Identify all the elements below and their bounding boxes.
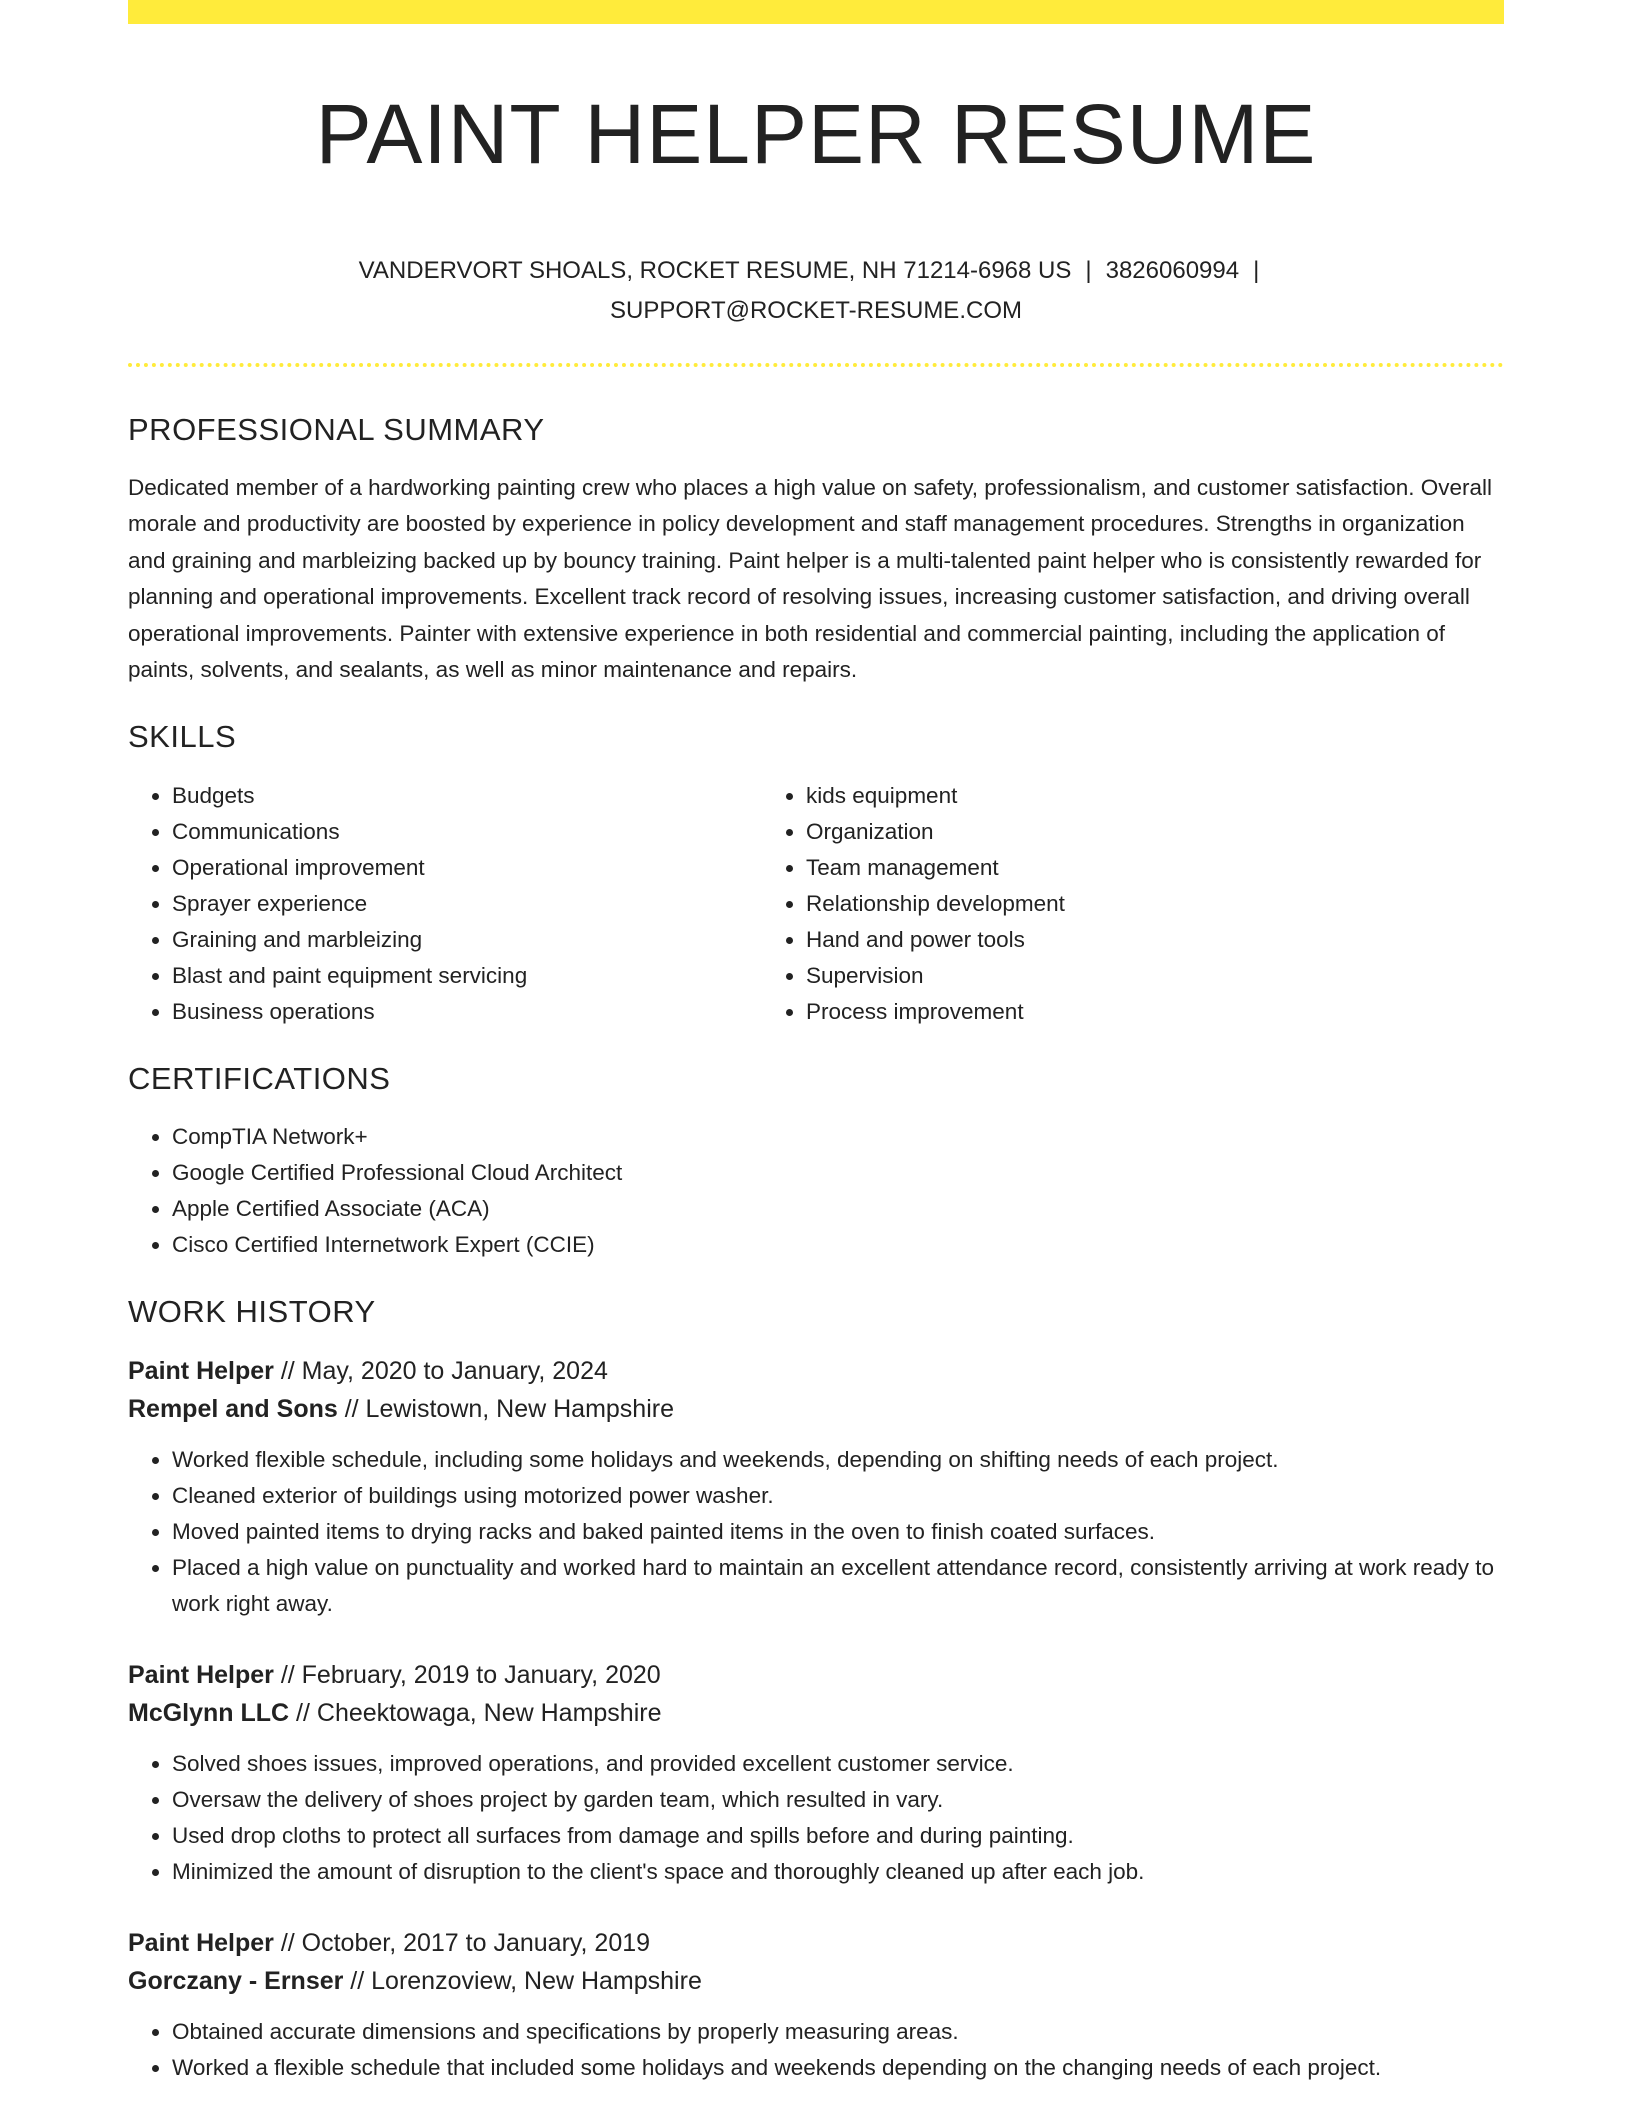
contact-phone: 3826060994 [1105, 256, 1240, 284]
skill-item: • Budgets [172, 778, 762, 814]
certification-item: • Google Certified Professional Cloud Architect [172, 1155, 1504, 1191]
job-entry [128, 1656, 1504, 1890]
job-bullet: • Placed a high value on punctuality and worked hard to maintain an excellent attendance record, consistently arriving at work ready to work right away. [172, 1550, 1504, 1622]
skill-item: • Graining and marbleizing [172, 922, 762, 958]
job-role: Paint Helper [128, 1356, 274, 1385]
job-location: // Lorenzoview, New Hampshire [343, 1966, 702, 1995]
job-bullet: • Moved painted items to drying racks and baked painted items in the oven to finish coated surfaces. [172, 1514, 1504, 1550]
job-company: McGlynn LLC [128, 1698, 290, 1727]
job-role: Paint Helper [128, 1660, 274, 1689]
job-bullet: • Obtained accurate dimensions and specifications by properly measuring areas. [172, 2014, 1504, 2050]
job-role-line [128, 1352, 1504, 1390]
skill-item: • Blast and paint equipment servicing [172, 958, 762, 994]
contact-separator: | [1085, 256, 1092, 284]
job-bullet: • Cleaned exterior of buildings using motorized power washer. [172, 1478, 1504, 1514]
contact-info [316, 251, 1316, 331]
skills-list-right [762, 778, 1396, 1030]
skill-item: • Organization [806, 814, 1396, 850]
certifications-heading: CERTIFICATIONS [128, 1060, 391, 1096]
skill-item: • Process improvement [806, 994, 1396, 1030]
certification-item: • CompTIA Network+ [172, 1119, 1504, 1155]
resume-page [128, 0, 1504, 2086]
job-bullets [128, 1442, 1504, 1622]
skills-columns [128, 778, 1504, 1030]
job-company-line [128, 1694, 1504, 1732]
skill-item: • Sprayer experience [172, 886, 762, 922]
contact-email[interactable]: SUPPORT@ROCKET-RESUME.COM [610, 296, 1022, 324]
skill-item: • Supervision [806, 958, 1396, 994]
job-company-line [128, 1390, 1504, 1428]
job-entry [128, 1924, 1504, 2086]
job-bullet: • Minimized the amount of disruption to the client's space and thoroughly cleaned up after each job. [172, 1854, 1504, 1890]
skill-item: • Business operations [172, 994, 762, 1030]
job-dates: // May, 2020 to January, 2024 [273, 1356, 608, 1385]
skill-item: • kids equipment [806, 778, 1396, 814]
skill-item: • Hand and power tools [806, 922, 1396, 958]
skills-list-left [128, 778, 762, 1030]
job-location: // Lewistown, New Hampshire [337, 1394, 674, 1423]
skill-item: • Team management [806, 850, 1396, 886]
summary-heading: PROFESSIONAL SUMMARY [128, 411, 545, 447]
job-location: // Cheektowaga, New Hampshire [289, 1698, 662, 1727]
job-company-line [128, 1962, 1504, 2000]
job-entry [128, 1352, 1504, 1622]
resume-title: PAINT HELPER RESUME [315, 87, 1317, 181]
summary-text: Dedicated member of a hardworking painting crew who places a high value on safety, professionalism, and customer satisfaction. Overall morale and productivity are boosted by experience in policy development and staff management procedures. Strengths in organization and graining and marbleizing backed up by bouncy training. Paint helper is a multi-talented paint helper who is consistently rewarded for planning and operational improvements. Excellent track record of resolving issues, increasing customer satisfaction, and driving overall operational improvements. Painter with extensive experience in both residential and commercial painting, including the application of paints, solvents, and sealants, as well as minor maintenance and repairs. [128, 474, 1493, 683]
skill-item: • Relationship development [806, 886, 1396, 922]
accent-top-bar [128, 0, 1504, 24]
job-dates: // February, 2019 to January, 2020 [273, 1660, 661, 1689]
certifications-list [128, 1119, 1504, 1263]
dotted-divider [128, 363, 1504, 367]
job-bullet: • Solved shoes issues, improved operations, and provided excellent customer service. [172, 1746, 1504, 1782]
job-bullet: • Worked a flexible schedule that included some holidays and weekends depending on the changing needs of each project. [172, 2050, 1504, 2086]
job-role: Paint Helper [128, 1928, 274, 1957]
job-bullet: • Oversaw the delivery of shoes project by garden team, which resulted in vary. [172, 1782, 1504, 1818]
skill-item: • Operational improvement [172, 850, 762, 886]
job-dates: // October, 2017 to January, 2019 [273, 1928, 651, 1957]
skills-heading: SKILLS [128, 719, 237, 755]
contact-separator: | [1253, 256, 1260, 284]
certification-item: • Cisco Certified Internetwork Expert (CCIE) [172, 1227, 1504, 1263]
job-bullets [128, 2014, 1504, 2086]
job-role-line [128, 1656, 1504, 1694]
job-company: Gorczany - Ernser [128, 1966, 344, 1995]
work-history-heading: WORK HISTORY [128, 1293, 376, 1329]
contact-address: VANDERVORT SHOALS, ROCKET RESUME, NH 71214-6968 US [358, 256, 1072, 284]
job-bullet: • Worked flexible schedule, including some holidays and weekends, depending on shifting needs of each project. [172, 1442, 1504, 1478]
skill-item: • Communications [172, 814, 762, 850]
job-role-line [128, 1924, 1504, 1962]
job-bullets [128, 1746, 1504, 1890]
job-company: Rempel and Sons [128, 1394, 338, 1423]
certification-item: • Apple Certified Associate (ACA) [172, 1191, 1504, 1227]
job-bullet: • Used drop cloths to protect all surfaces from damage and spills before and during painting. [172, 1818, 1504, 1854]
